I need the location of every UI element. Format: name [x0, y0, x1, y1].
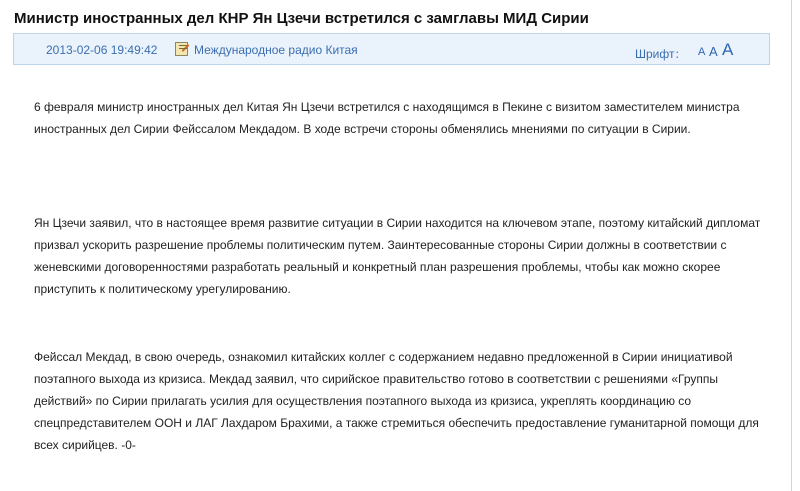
font-size-small-button[interactable]: A [698, 46, 706, 58]
source-link[interactable]: Международное радио Китая [194, 43, 358, 57]
paragraph: 6 февраля министр иностранных дел Китая Ян Цзечи встретился с находящимся в Пекине с визитом заместителем министра иностранных дел Сирии Фейссалом Мекдадом. В ходе встречи стороны обменялись мнениями по ситуации в Сирии. [34, 100, 740, 136]
page-divider [791, 0, 792, 491]
article-meta-bar [13, 33, 770, 65]
article-title: Министр иностранных дел КНР Ян Цзечи встретился с замглавы МИД Сирии [14, 10, 589, 27]
font-size-large-button[interactable]: A [722, 40, 734, 59]
publish-date: 2013-02-06 19:49:42 [46, 43, 158, 57]
font-size-label: Шрифт： [635, 47, 687, 61]
font-size-medium-button[interactable]: A [709, 44, 718, 59]
paragraph: Ян Цзечи заявил, что в настоящее время развитие ситуации в Сирии находится на ключевом этапе, поэтому китайский дипломат призвал ускорить разрешение проблемы политическим путем. Заинтересованные стороны Сирии должны в соответствии с женевскими договоренностями разработать реальный и конкретный план разрешения проблемы, чтобы как можно скорее приступить к политическому урегулированию. [34, 216, 761, 296]
paragraph: Фейссал Мекдад, в свою очередь, ознакомил китайских коллег с содержанием недавно предложенной в Сирии инициативой поэтапного выхода из кризиса. Мекдад заявил, что сирийское правительство готово в соответствии с решениями «Группы действий» по Сирии прилагать усилия для осуществления поэтапного выхода из кризиса, укреплять координацию со спецпредставителем ООН и ЛАГ Лахдаром Брахими, а также стремиться обеспечить предоставление гуманитарной помощи для всех сирийцев. -0- [34, 350, 759, 452]
edit-note-icon [175, 42, 188, 56]
